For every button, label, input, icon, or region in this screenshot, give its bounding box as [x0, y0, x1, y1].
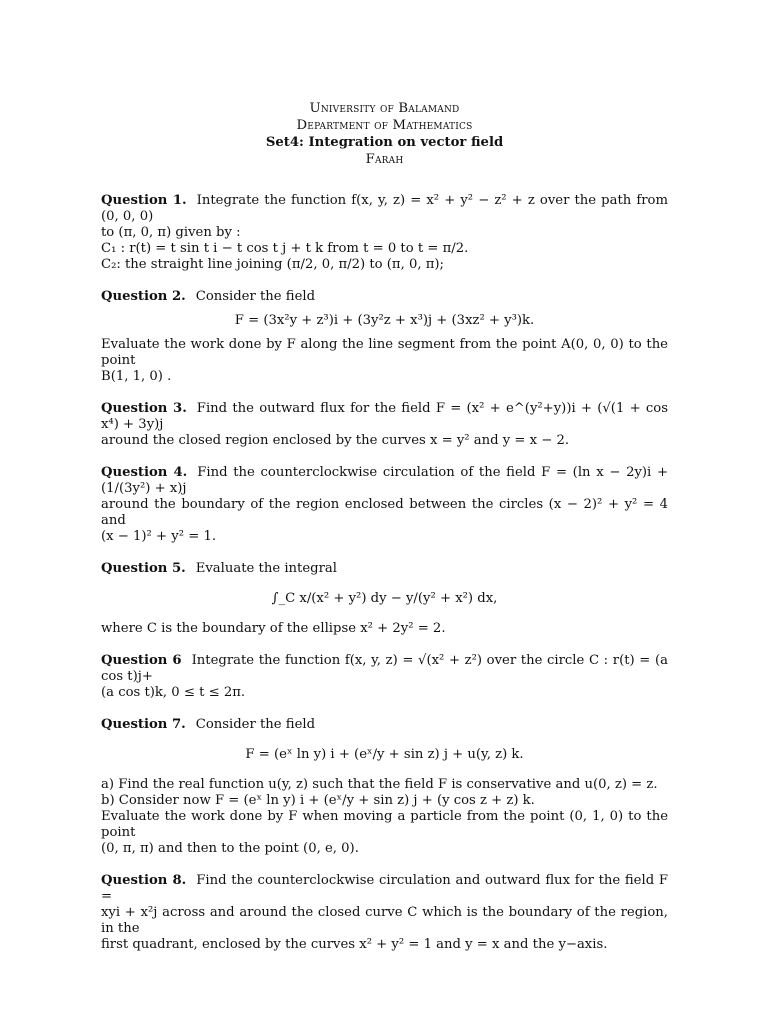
question-label: Question 2.: [101, 289, 186, 304]
display-equation: ∫_C x/(x² + y²) dy − y/(y² + x²) dx,: [271, 591, 498, 606]
question-line: where C is the boundary of the ellipse x² + 2y² = 2.: [101, 621, 446, 636]
question-line: Integrate the function f(x, y, z) = x² + y² − z² + z over the path from (0, 0, 0): [101, 193, 669, 224]
question-line: Integrate the function f(x, y, z) = √(x² + z²) over the circle C : r(t) = (a cos t)j+: [101, 653, 668, 684]
question-line: xyi + x²j across and around the closed curve C which is the boundary of the region, in the: [101, 905, 668, 936]
header: [101, 100, 668, 168]
university-name: University of Balamand: [309, 101, 460, 116]
question-intro: Consider the field: [195, 289, 316, 304]
set-title: Set4: Integration on vector field: [265, 135, 504, 150]
display-equation: F = (eˣ ln y) i + (eˣ/y + sin z) j + u(y, z) k.: [245, 747, 524, 762]
question-line: (0, π, π) and then to the point (0, e, 0).: [101, 841, 359, 856]
question-3: [101, 401, 668, 449]
question-line: C₂: the straight line joining (π/2, 0, π/2) to (π, 0, π);: [101, 257, 444, 272]
question-line: (a cos t)k, 0 ≤ t ≤ 2π.: [101, 685, 246, 700]
question-line: Evaluate the work done by F along the line segment from the point A(0, 0, 0) to the point: [101, 337, 668, 368]
question-4: [101, 465, 668, 545]
question-2: [101, 289, 668, 385]
question-7: [101, 717, 668, 857]
question-label: Question 3.: [101, 401, 187, 416]
department-name: Department of Mathematics: [296, 118, 473, 133]
question-line: to (π, 0, π) given by :: [101, 225, 241, 240]
question-line: a) Find the real function u(y, z) such that the field F is conservative and u(0, z) = z.: [101, 777, 658, 792]
question-intro: Evaluate the integral: [195, 561, 337, 576]
author-name: Farah: [365, 152, 404, 167]
question-intro: Consider the field: [195, 717, 316, 732]
question-line: Find the counterclockwise circulation of the field F = (ln x − 2y)i + (1/(3y²) + x)j: [101, 465, 669, 496]
question-line: (x − 1)² + y² = 1.: [101, 529, 217, 544]
question-line: Find the outward flux for the field F = (x² + e^(y²+y))i + (√(1 + cos x⁴) + 3y)j: [101, 401, 668, 432]
question-label: Question 1.: [101, 193, 187, 208]
question-label: Question 7.: [101, 717, 186, 732]
question-label: Question 8.: [101, 873, 187, 888]
question-label: Question 4.: [101, 465, 188, 480]
document-page: [101, 100, 668, 953]
question-5: [101, 561, 668, 637]
question-line: around the boundary of the region enclosed between the circles (x − 2)² + y² = 4 and: [101, 497, 668, 528]
question-line: B(1, 1, 0) .: [101, 369, 172, 384]
question-label: Question 5.: [101, 561, 186, 576]
question-8: [101, 873, 668, 953]
display-equation: F = (3x²y + z³)i + (3y²z + x³)j + (3xz² + y³)k.: [234, 313, 535, 328]
question-line: Evaluate the work done by F when moving a particle from the point (0, 1, 0) to the point: [101, 809, 668, 840]
question-label: Question 6: [101, 653, 182, 668]
question-line: first quadrant, enclosed by the curves x² + y² = 1 and y = x and the y−axis.: [101, 937, 608, 952]
question-line: b) Consider now F = (eˣ ln y) i + (eˣ/y + sin z) j + (y cos z + z) k.: [101, 793, 535, 808]
question-line: Find the counterclockwise circulation and outward flux for the field F =: [101, 873, 669, 904]
question-line: around the closed region enclosed by the curves x = y² and y = x − 2.: [101, 433, 570, 448]
question-line: C₁ : r(t) = t sin t i − t cos t j + t k from t = 0 to t = π/2.: [101, 241, 469, 256]
question-1: [101, 193, 668, 273]
question-6: [101, 653, 668, 701]
